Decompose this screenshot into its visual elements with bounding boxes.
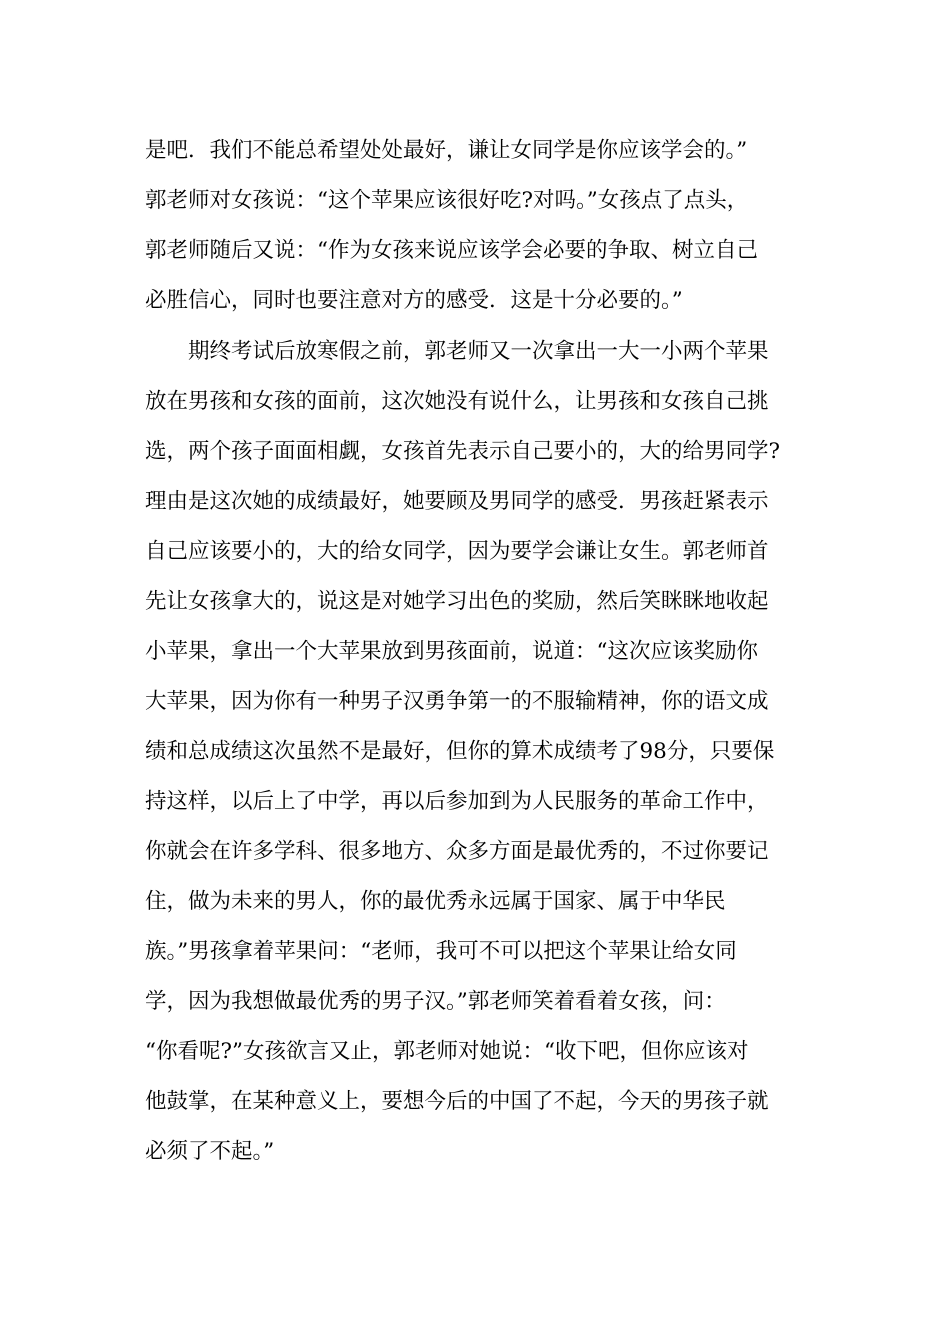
text-line: 是吧．我们不能总希望处处最好，谦让女同学是你应该学会的。” <box>145 138 748 163</box>
text-line: 选，两个孩子面面相觑，女孩首先表示自己要小的，大的给男同学? <box>145 439 781 464</box>
text-line: 理由是这次她的成绩最好，她要顾及男同学的感受．男孩赶紧表示 <box>145 489 769 514</box>
text-line: 大苹果，因为你有一种男子汉勇争第一的不服输精神，你的语文成 <box>145 689 769 714</box>
text-line: 期终考试后放寒假之前，郭老师又一次拿出一大一小两个苹果 <box>145 339 769 364</box>
text-line: 他鼓掌，在某种意义上，要想今后的中国了不起，今天的男孩子就 <box>145 1089 769 1114</box>
text-line: 学，因为我想做最优秀的男子汉。”郭老师笑着看着女孩，问： <box>145 989 726 1014</box>
text-line: 郭老师对女孩说：“这个苹果应该很好吃?对吗。”女孩点了点头， <box>145 188 749 213</box>
text-line: 绩和总成绩这次虽然不是最好，但你的算术成绩考了98分，只要保 <box>145 739 775 764</box>
text-line: 必须了不起。” <box>145 1139 275 1164</box>
text-line: 小苹果，拿出一个大苹果放到男孩面前，说道：“这次应该奖励你 <box>145 639 758 664</box>
text-line: 先让女孩拿大的，说这是对她学习出色的奖励，然后笑眯眯地收起 <box>145 589 769 614</box>
text-line: 持这样，以后上了中学，再以后参加到为人民服务的革命工作中， <box>145 789 769 814</box>
text-line: 必胜信心，同时也要注意对方的感受．这是十分必要的。” <box>145 288 683 313</box>
text-line: 族。”男孩拿着苹果问：“老师，我可不可以把这个苹果让给女同 <box>145 939 737 964</box>
text-line: 放在男孩和女孩的面前，这次她没有说什么，让男孩和女孩自己挑 <box>145 389 769 414</box>
text-line: 你就会在许多学科、很多地方、众多方面是最优秀的，不过你要记 <box>145 839 769 864</box>
text-line: 郭老师随后又说：“作为女孩来说应该学会必要的争取、树立自己 <box>145 238 758 263</box>
text-line: 住，做为未来的男人，你的最优秀永远属于国家、属于中华民 <box>145 889 726 914</box>
text-line: 自己应该要小的，大的给女同学，因为要学会谦让女生。郭老师首 <box>145 539 769 564</box>
text-line: “你看呢?”女孩欲言又止，郭老师对她说：“收下吧，但你应该对 <box>145 1039 749 1064</box>
